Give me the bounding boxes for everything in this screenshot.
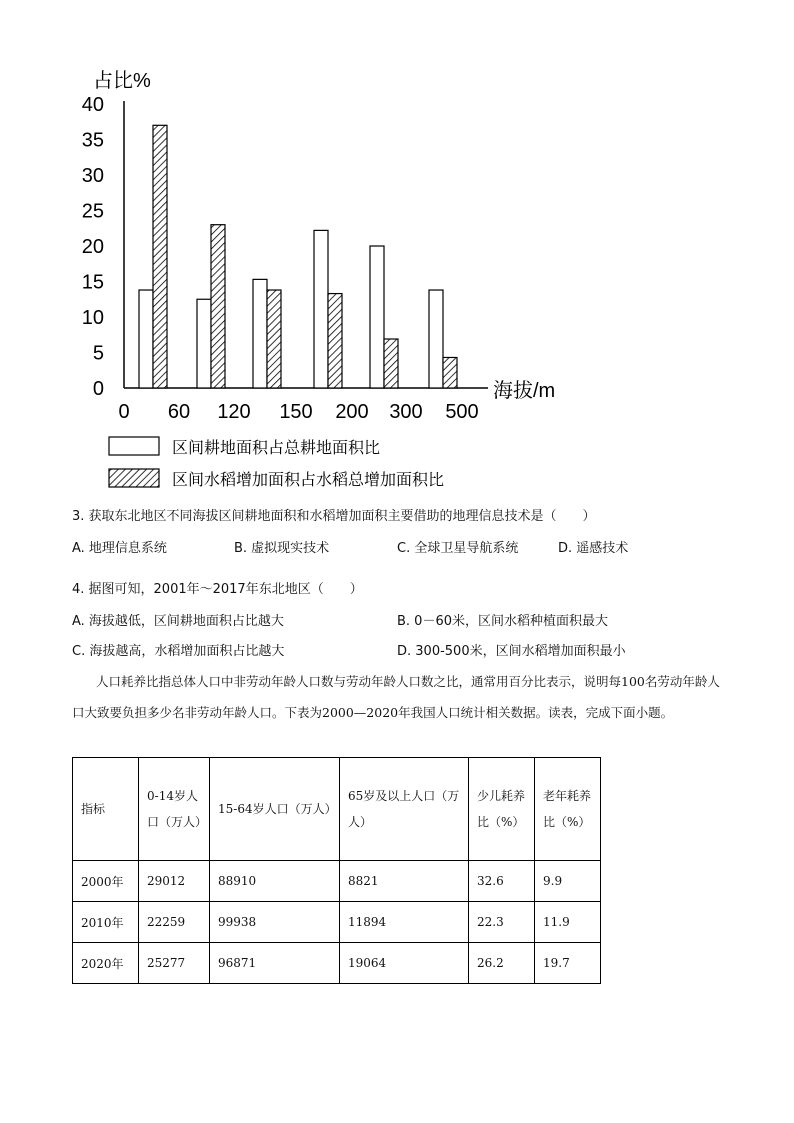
table-cell: 25277 [139, 943, 210, 984]
y-tick-label: 5 [92, 342, 104, 365]
table-cell: 99938 [210, 902, 340, 943]
x-tick-label: 120 [217, 401, 251, 423]
x-tick-label: 500 [445, 401, 479, 423]
y-tick-label: 20 [81, 236, 104, 258]
table-cell: 19.7 [535, 943, 601, 984]
rice-increase-bar-60-120 [211, 225, 225, 388]
x-tick-labels [118, 401, 478, 423]
rice-increase-bar-200-300 [384, 339, 398, 388]
header-cell: 15-64岁人口（万人） [210, 758, 340, 861]
question-4-option-a: A. 海拔越低，区间耕地面积占比越大 [72, 614, 284, 629]
table-header-row [73, 758, 601, 861]
x-tick-label: 200 [335, 401, 369, 423]
farmland-bar-300-500 [429, 290, 443, 388]
y-tick-label: 25 [81, 200, 104, 223]
rice-increase-bar-120-150 [267, 290, 281, 388]
rice-increase-bar-300-500 [443, 357, 457, 388]
table-cell: 2020年 [73, 943, 139, 984]
legend-label-plain: 区间耕地面积占总耕地面积比 [172, 438, 381, 457]
farmland-bar-120-150 [253, 279, 267, 388]
y-tick-label: 35 [81, 129, 104, 152]
y-tick-labels [82, 94, 104, 400]
x-tick-label: 150 [279, 401, 313, 423]
passage-text: 人口耗养比指总体人口中非劳动年龄人口数与劳动年龄人口数之比，通常用百分比表示，说明每100名劳动年龄人口大致要负担多少名非劳动年龄人口。下表为2000—2020年我国人口统计相关数据。读表，完成下面小题。 [72, 674, 720, 720]
table-cell: 9.9 [535, 861, 601, 902]
table-row [73, 943, 601, 984]
table-cell: 32.6 [469, 861, 535, 902]
table-cell: 11894 [340, 902, 469, 943]
table-cell: 22259 [139, 902, 210, 943]
question-4-option-d: D. 300-500米，区间水稻增加面积最小 [397, 644, 626, 659]
legend [109, 437, 444, 489]
table-row [73, 902, 601, 943]
y-tick-label: 10 [81, 307, 104, 329]
header-cell: 老年耗养比（%） [535, 758, 601, 861]
legend-label-hatched: 区间水稻增加面积占水稻总增加面积比 [172, 470, 445, 489]
y-tick-label: 30 [81, 165, 104, 187]
rice-increase-bar-150-200 [328, 294, 342, 388]
header-cell: 65岁及以上人口（万人） [340, 758, 469, 861]
farmland-bar-150-200 [314, 230, 328, 388]
table-cell: 96871 [210, 943, 340, 984]
x-tick-label: 300 [389, 401, 423, 423]
table-cell: 19064 [340, 943, 469, 984]
x-tick-label: 60 [167, 401, 191, 423]
header-cell: 0-14岁人口（万人） [139, 758, 210, 861]
farmland-bar-60-120 [197, 299, 211, 388]
y-tick-label: 40 [81, 94, 104, 116]
table-cell: 2000年 [73, 861, 139, 902]
x-tick-label: 0 [118, 401, 130, 423]
header-cell: 少儿耗养比（%） [469, 758, 535, 861]
header-cell: 指标 [73, 758, 139, 861]
table-cell: 26.2 [469, 943, 535, 984]
bar-chart [0, 0, 794, 500]
question-4-option-c: C. 海拔越高，水稻增加面积占比越大 [72, 644, 285, 659]
y-tick-label: 0 [92, 378, 104, 400]
farmland-bar-200-300 [370, 246, 384, 388]
question-3-option-b: B. 虚拟现实技术 [234, 541, 330, 556]
farmland-bar-0-60 [139, 290, 153, 388]
question-4-stem: 4. 据图可知，2001年～2017年东北地区（ ） [72, 582, 363, 597]
legend-swatch-plain [109, 437, 159, 455]
table-cell: 29012 [139, 861, 210, 902]
table-cell: 8821 [340, 861, 469, 902]
question-3-stem: 3. 获取东北地区不同海拔区间耕地面积和水稻增加面积主要借助的地理信息技术是（ ） [72, 509, 596, 524]
question-4-option-b: B. 0－60米，区间水稻种植面积最大 [397, 614, 608, 629]
legend-swatch-hatched [109, 469, 159, 487]
table-row [73, 861, 601, 902]
bars [139, 125, 457, 388]
rice-increase-bar-0-60 [153, 125, 167, 388]
x-axis-label: 海拔/m [493, 380, 556, 402]
table-cell: 11.9 [535, 902, 601, 943]
question-3-option-c: C. 全球卫星导航系统 [397, 541, 519, 556]
table-cell: 88910 [210, 861, 340, 902]
population-table [72, 757, 601, 984]
question-3-option-a: A. 地理信息系统 [72, 541, 167, 556]
y-axis-label: 占比% [93, 70, 151, 92]
y-tick-label: 15 [81, 271, 104, 294]
question-3-option-d: D. 遥感技术 [558, 541, 629, 556]
table-cell: 22.3 [469, 902, 535, 943]
table-cell: 2010年 [73, 902, 139, 943]
